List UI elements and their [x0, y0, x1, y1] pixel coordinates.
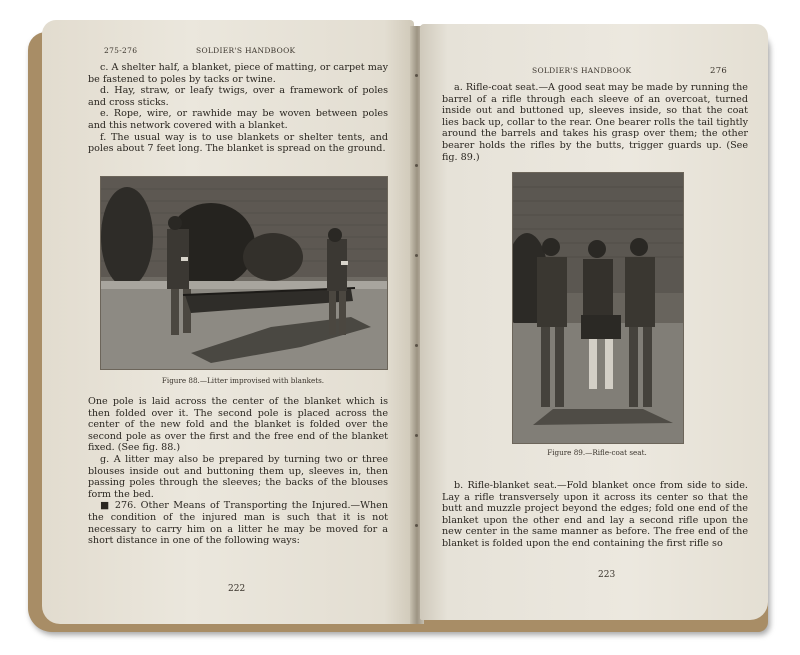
right-running-title: SOLDIER'S HANDBOOK [532, 66, 632, 75]
right-text-top [442, 82, 748, 163]
section-heading-paragraph: ■ 276. Other Means of Transporting the Injured.—When the condition of the injured man is such that it is not necessary to carry him on a litter he may be moved for a short distance in one of the following ways: [88, 500, 388, 547]
binding-stitch [415, 164, 418, 167]
right-page [420, 24, 768, 620]
paragraph: b. Rifle-blanket seat.—Fold blanket once from side to side. Lay a rifle transversely upon it across its center so that the butt and muzzle project beyond the edges; fold one end of the blanket upon the other end and lay a second rifle upon the new center in the same manner as before. The free end of the blanket is folded upon the end containing the first rifle so [442, 480, 748, 549]
paragraph: c. A shelter half, a blanket, piece of matting, or carpet may be fastened to poles by tacks or twine. [88, 62, 388, 85]
left-page [42, 20, 414, 624]
binding-stitch [415, 524, 418, 527]
binding-stitch [415, 344, 418, 347]
left-text-top [88, 62, 388, 155]
binding-stitch [415, 74, 418, 77]
binding-stitch [415, 434, 418, 437]
paragraph: a. Rifle-coat seat.—A good seat may be made by running the barrel of a rifle through each sleeve of an overcoat, turned inside out and buttoned up, sleeves inside, so that the coat lies back up, collar to the rear. One bearer rolls the tail tightly around the barrels and takes his grasp over them; the other bearer holds the rifles by the butts, trigger guards up. (See fig. 89.) [442, 82, 748, 163]
left-running-title: SOLDIER'S HANDBOOK [196, 46, 296, 55]
left-header-range: 275-276 [104, 46, 138, 55]
paragraph: g. A litter may also be prepared by turning two or three blouses inside out and buttoning them up, sleeves in, then passing poles through the sleeves; the backs of the blouses form the bed. [88, 453, 388, 500]
paragraph: d. Hay, straw, or leafy twigs, over a framework of poles and cross sticks. [88, 85, 388, 108]
paragraph: e. Rope, wire, or rawhide may be woven between poles and this network covered with a blanket. [88, 108, 388, 131]
right-header-number: 276 [710, 66, 728, 76]
figure-88-caption: Figure 88.—Litter improvised with blankets. [161, 376, 325, 385]
figure-89-caption: Figure 89.—Rifle-coat seat. [547, 448, 647, 457]
binding-stitch [415, 254, 418, 257]
figure-88-photo [100, 176, 388, 370]
right-page-number: 223 [598, 570, 616, 580]
right-text-bottom [442, 480, 748, 550]
figure-89-photo [512, 172, 684, 444]
open-book [28, 14, 778, 634]
left-page-number: 222 [228, 584, 246, 594]
paragraph: f. The usual way is to use blankets or shelter tents, and poles about 7 feet long. The blanket is spread on the ground. [88, 131, 388, 155]
litter-photo-image [101, 177, 387, 369]
paragraph: One pole is laid across the center of the blanket which is then folded over it. The second pole is placed across the center of the new fold and the blanket is folded over the second pole as over the first and the free end of the blanket fixed. (See fig. 88.) [88, 396, 388, 454]
rifle-coat-seat-photo-image [513, 173, 683, 443]
left-text-bottom [88, 396, 388, 547]
